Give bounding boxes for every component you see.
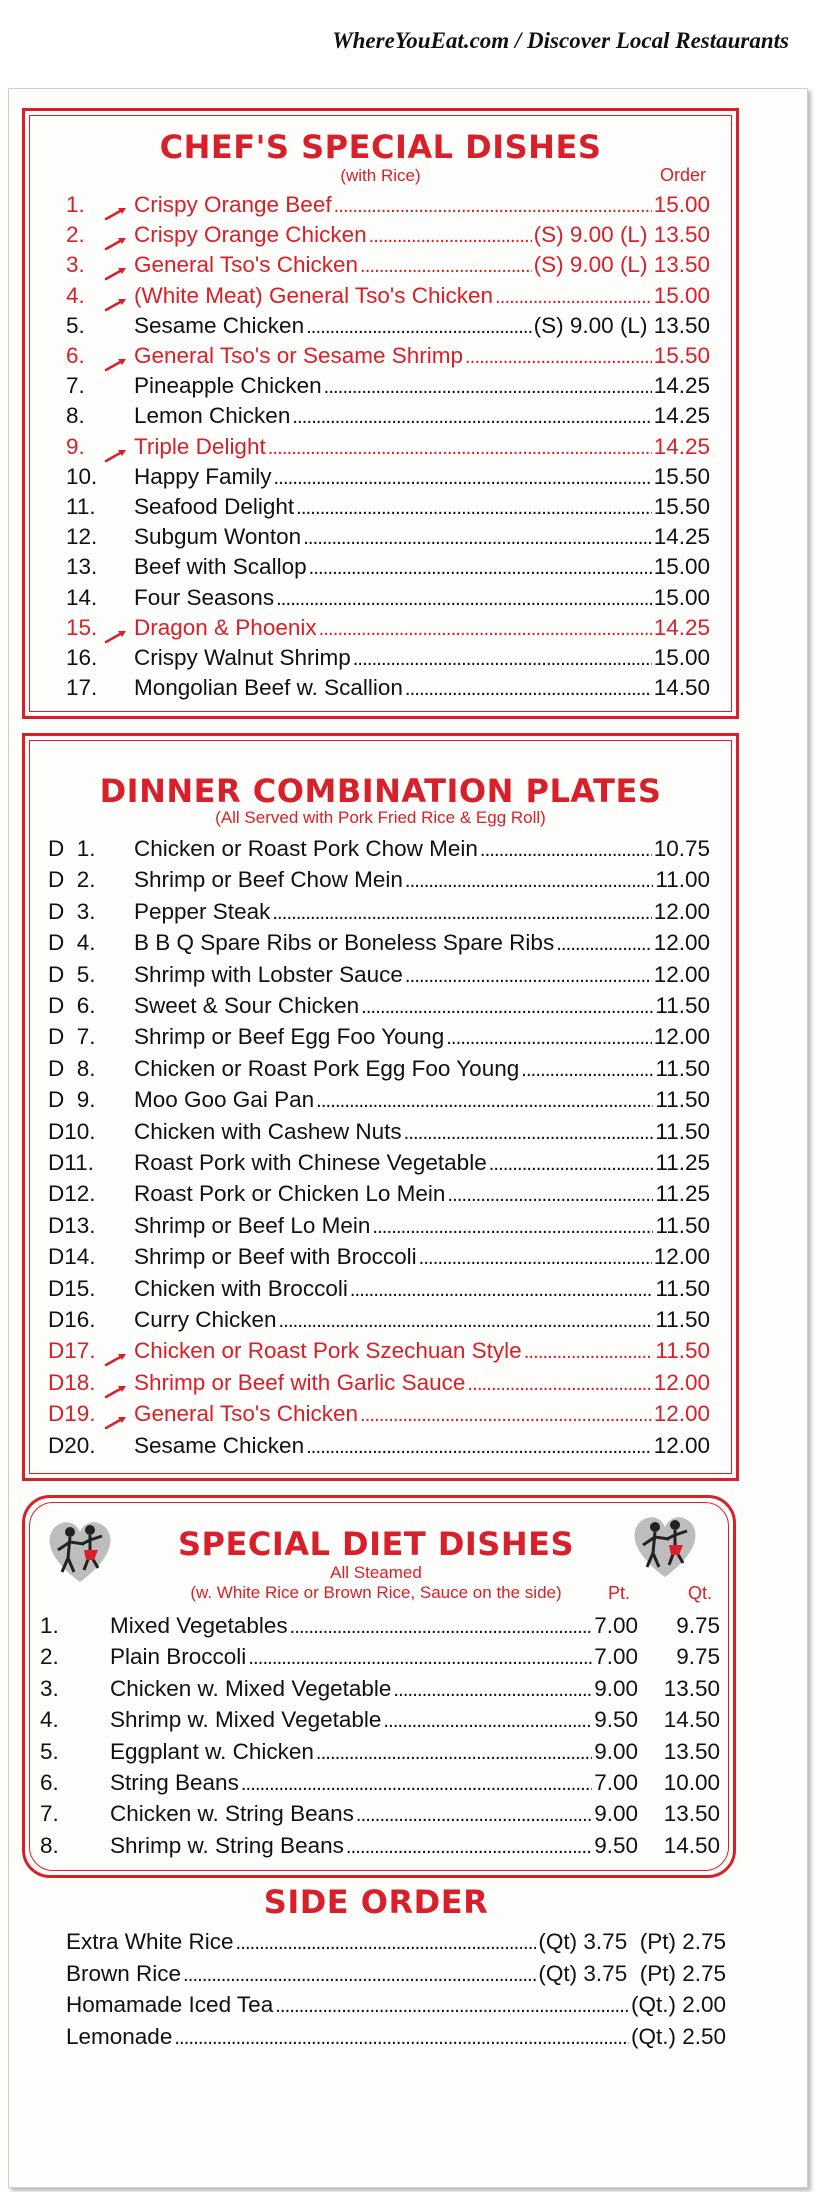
diet-item-row <box>40 1736 720 1769</box>
side-item-name: Brown Rice <box>66 1960 182 1986</box>
leader-dots <box>521 1053 653 1086</box>
chefs-item-name: Crispy Walnut Shrimp <box>134 645 351 670</box>
chefs-item-name: General Tso's Chicken <box>134 252 358 278</box>
diet-item-name: Shrimp w. String Beans <box>110 1832 344 1858</box>
dinner-item-row <box>48 1210 710 1243</box>
leader-dots <box>383 1704 592 1737</box>
top-banner <box>0 0 815 88</box>
diet-item-pint-price: 9.50 <box>594 1832 638 1858</box>
diet-item-quart-price: 13.50 <box>663 1801 720 1827</box>
leader-dots <box>309 551 652 584</box>
leader-dots <box>279 1304 654 1337</box>
chefs-item-name: Sesame Chicken <box>134 312 305 338</box>
dinner-item-row <box>48 1304 710 1337</box>
dinner-item-row <box>48 1053 710 1086</box>
diet-item-quart-price: 9.75 <box>676 1613 720 1638</box>
dinner-item-name: Pepper Steak <box>134 898 271 924</box>
leader-dots <box>393 1673 592 1706</box>
dinner-item-price: 11.50 <box>655 1118 710 1144</box>
leader-dots <box>465 340 652 373</box>
dinner-item-number: D20. <box>48 1432 96 1458</box>
chefs-item-number: 8. <box>66 403 85 429</box>
diet-item-row <box>40 1704 720 1737</box>
chefs-item-row <box>66 642 710 675</box>
side-order-title: SIDE ORDER <box>263 1883 489 1921</box>
order-label: Order <box>660 165 707 185</box>
chefs-item-number: 16. <box>66 645 98 670</box>
dinner-item-price: 11.50 <box>655 1338 710 1364</box>
pint-label: Pt. <box>608 1583 631 1603</box>
chefs-item-name: Triple Delight <box>134 433 266 459</box>
diet-item-row <box>40 1798 720 1831</box>
diet-item-number: 6. <box>40 1770 59 1795</box>
dinner-item-name: Shrimp or Beef Lo Mein <box>134 1212 371 1238</box>
chefs-item-number: 9. <box>66 433 85 459</box>
dinner-item-name: Shrimp or Beef Egg Foo Young <box>134 1024 445 1050</box>
leader-dots <box>405 864 654 897</box>
dinner-item-name: B B Q Spare Ribs or Boneless Spare Ribs <box>134 930 555 956</box>
dinner-item-price: 11.25 <box>655 1150 710 1175</box>
dinner-item-number: D13. <box>48 1212 96 1238</box>
dinner-item-row <box>48 1367 710 1400</box>
leader-dots <box>174 2021 629 2054</box>
chefs-item-number: 2. <box>66 222 85 248</box>
chefs-item-number: 15. <box>66 614 98 640</box>
leader-dots <box>292 400 651 433</box>
dinner-item-number: D17. <box>48 1338 96 1364</box>
side-item-row <box>66 1989 726 2022</box>
chefs-item-price: (S) 9.00 (L) 13.50 <box>533 222 710 248</box>
chefs-item-row <box>66 219 710 252</box>
dinner-item-number: D11. <box>48 1150 94 1175</box>
chefs-item-row <box>66 340 710 373</box>
diet-item-number: 1. <box>40 1613 59 1638</box>
chefs-item-price: 14.25 <box>653 433 710 459</box>
leader-dots <box>350 1273 654 1306</box>
dinner-item-number: D14. <box>48 1244 96 1270</box>
leader-dots <box>183 1958 536 1991</box>
leader-dots <box>372 1210 653 1243</box>
dinner-item-price: 11.50 <box>655 1212 710 1238</box>
diet-item-pint-price: 9.00 <box>594 1801 638 1827</box>
chefs-item-price: 14.25 <box>653 614 710 640</box>
dinner-item-row <box>48 864 710 897</box>
dinner-item-name: Sweet & Sour Chicken <box>134 993 360 1018</box>
dinner-item-name: Curry Chicken <box>134 1307 277 1332</box>
dinner-item-price: 12.00 <box>653 1369 710 1395</box>
chefs-item-row <box>66 672 710 705</box>
dinner-item-price: 12.00 <box>653 1024 710 1050</box>
quart-label: Qt. <box>688 1583 713 1603</box>
chefs-item-number: 13. <box>66 554 98 580</box>
diet-item-quart-price: 14.50 <box>663 1707 720 1733</box>
dinner-item-row <box>48 1335 710 1368</box>
diet-item-pint-price: 7.00 <box>594 1644 638 1670</box>
dinner-item-price: 12.00 <box>653 1401 710 1427</box>
chefs-item-price: 15.00 <box>653 192 710 217</box>
chili-pepper-icon <box>104 258 128 272</box>
dinner-item-number: D15. <box>48 1275 96 1301</box>
dinner-combination-subtitle: (All Served with Pork Fried Rice & Egg Roll) <box>215 808 546 827</box>
diet-item-number: 2. <box>40 1644 59 1670</box>
chefs-item-name: General Tso's or Sesame Shrimp <box>134 343 464 368</box>
chefs-item-row <box>66 551 710 584</box>
dinner-item-name: Sesame Chicken <box>134 1432 305 1458</box>
leader-dots <box>346 1830 592 1863</box>
leader-dots <box>369 219 532 252</box>
diet-item-number: 4. <box>40 1707 59 1733</box>
special-diet-subtitle-steamed: All Steamed <box>330 1563 422 1582</box>
dinner-item-price: 12.00 <box>653 1432 710 1458</box>
leader-dots <box>296 491 652 524</box>
chefs-item-number: 1. <box>66 192 85 217</box>
chefs-item-name: Seafood Delight <box>134 494 295 519</box>
dinner-item-price: 12.00 <box>653 1244 710 1270</box>
leader-dots <box>447 1178 653 1211</box>
dinner-item-price: 12.00 <box>653 961 710 987</box>
dinner-item-row <box>48 833 710 866</box>
dinner-item-number: D 7. <box>48 1024 96 1050</box>
dinner-item-number: D 5. <box>48 961 96 987</box>
diet-item-pint-price: 9.50 <box>594 1707 638 1733</box>
dinner-item-row <box>48 990 710 1023</box>
dinner-item-price: 12.00 <box>653 930 710 956</box>
side-item-price: (Qt.) 2.00 <box>630 1992 726 2018</box>
dinner-item-row <box>48 1084 710 1117</box>
diet-item-row <box>40 1830 720 1863</box>
dinner-item-row <box>48 927 710 960</box>
side-item-name: Lemonade <box>66 2023 173 2049</box>
dinner-item-number: D 4. <box>48 930 96 956</box>
dinner-item-price: 11.50 <box>655 1055 710 1081</box>
chili-pepper-icon <box>104 198 128 212</box>
diet-item-name: Chicken w. Mixed Vegetable <box>110 1675 392 1701</box>
leader-dots <box>556 927 651 960</box>
dinner-item-name: Shrimp with Lobster Sauce <box>134 961 403 987</box>
special-diet-subtitle-rice: (w. White Rice or Brown Rice, Sauce on the side) <box>190 1583 562 1602</box>
chefs-item-row <box>66 521 710 554</box>
side-item-price: (Qt) 3.75 (Pt) 2.75 <box>538 1929 726 1954</box>
chefs-item-name: (White Meat) General Tso's Chicken <box>134 282 494 308</box>
dinner-item-price: 11.25 <box>655 1181 710 1207</box>
diet-item-pint-price: 7.00 <box>594 1770 638 1795</box>
chefs-item-name: Crispy Orange Beef <box>134 192 332 217</box>
leader-dots <box>467 1367 651 1400</box>
dinner-item-number: D 2. <box>48 867 96 893</box>
leader-dots <box>480 833 652 866</box>
dinner-item-number: D 3. <box>48 898 96 924</box>
leader-dots <box>356 1798 592 1831</box>
dinner-item-name: Chicken or Roast Pork Szechuan Style <box>134 1338 522 1364</box>
chefs-item-name: Crispy Orange Chicken <box>134 222 367 248</box>
chefs-item-number: 10. <box>66 463 98 489</box>
chili-pepper-icon <box>104 289 128 303</box>
chefs-item-price: 15.50 <box>653 463 710 489</box>
chefs-item-price: 15.00 <box>653 282 710 308</box>
leader-dots <box>489 1147 654 1180</box>
dinner-item-row <box>48 959 710 992</box>
dinner-item-name: Chicken or Roast Pork Chow Mein <box>134 836 478 861</box>
dinner-item-name: Chicken or Roast Pork Egg Foo Young <box>134 1055 520 1081</box>
dinner-item-row <box>48 1021 710 1054</box>
chefs-item-number: 5. <box>66 312 85 338</box>
leader-dots <box>404 1116 654 1149</box>
side-item-row <box>66 1958 726 1991</box>
dinner-item-number: D12. <box>48 1181 96 1207</box>
dinner-item-row <box>48 896 710 929</box>
diet-item-name: Chicken w. String Beans <box>110 1801 354 1827</box>
chili-pepper-icon <box>104 1407 128 1421</box>
diet-item-name: Mixed Vegetables <box>110 1613 288 1638</box>
diet-item-pint-price: 9.00 <box>594 1675 638 1701</box>
dinner-item-price: 11.50 <box>655 1087 710 1113</box>
chefs-item-number: 11. <box>66 494 96 519</box>
dinner-item-price: 11.50 <box>655 1307 710 1332</box>
leader-dots <box>524 1335 654 1368</box>
leader-dots <box>360 249 532 282</box>
leader-dots <box>290 1610 593 1643</box>
leader-dots <box>360 1398 652 1431</box>
chefs-item-row <box>66 582 710 615</box>
dinner-item-number: D18. <box>48 1369 96 1395</box>
dinner-item-name: General Tso's Chicken <box>134 1401 358 1427</box>
chefs-item-name: Beef with Scallop <box>134 554 307 580</box>
chili-pepper-icon <box>104 621 128 635</box>
diet-item-row <box>40 1641 720 1674</box>
chefs-item-price: (S) 9.00 (L) 13.50 <box>533 312 710 338</box>
diet-item-number: 3. <box>40 1675 59 1701</box>
chefs-item-name: Lemon Chicken <box>134 403 291 429</box>
leader-dots <box>446 1021 651 1054</box>
diet-item-name: Plain Broccoli <box>110 1644 247 1670</box>
diet-item-number: 7. <box>40 1801 59 1827</box>
dinner-item-name: Shrimp or Beef Chow Mein <box>134 867 403 893</box>
dinner-item-number: D 8. <box>48 1055 96 1081</box>
dinner-item-name: Shrimp or Beef with Garlic Sauce <box>134 1369 466 1395</box>
dinner-item-row <box>48 1178 710 1211</box>
diet-item-row <box>40 1673 720 1706</box>
leader-dots <box>405 672 652 705</box>
dinner-item-row <box>48 1398 710 1431</box>
chefs-item-row <box>66 249 710 282</box>
leader-dots <box>268 431 652 464</box>
diet-item-quart-price: 13.50 <box>663 1675 720 1701</box>
chefs-item-number: 4. <box>66 282 85 308</box>
leader-dots <box>272 896 651 929</box>
chefs-item-price: 14.25 <box>653 403 710 429</box>
diet-item-name: Shrimp w. Mixed Vegetable <box>110 1707 382 1733</box>
chefs-item-name: Subgum Wonton <box>134 524 302 550</box>
leader-dots <box>361 990 653 1023</box>
chefs-item-row <box>66 370 710 403</box>
diet-item-quart-price: 9.75 <box>676 1644 720 1670</box>
leader-dots <box>306 1430 652 1463</box>
chili-pepper-icon <box>104 1344 128 1358</box>
dinner-combination-title: DINNER COMBINATION PLATES <box>99 772 662 810</box>
chefs-item-row <box>66 280 710 313</box>
leader-dots <box>353 642 652 675</box>
diet-item-pint-price: 7.00 <box>594 1613 638 1638</box>
chefs-item-row <box>66 310 710 343</box>
chefs-item-row <box>66 400 710 433</box>
chefs-item-name: Happy Family <box>134 463 272 489</box>
leader-dots <box>274 461 652 494</box>
chili-pepper-icon <box>104 228 128 242</box>
leader-dots <box>405 959 652 992</box>
leader-dots <box>334 189 652 222</box>
diet-item-quart-price: 14.50 <box>663 1832 720 1858</box>
chefs-special-title: CHEF'S SPECIAL DISHES <box>159 128 602 166</box>
dinner-item-name: Chicken with Broccoli <box>134 1275 348 1301</box>
leader-dots <box>275 1989 629 2022</box>
dinner-item-price: 11.50 <box>655 993 710 1018</box>
leader-dots <box>276 582 652 615</box>
chefs-item-price: 15.50 <box>653 343 710 368</box>
dinner-item-price: 11.50 <box>655 1275 710 1301</box>
side-item-row <box>66 1926 726 1959</box>
dinner-item-number: D 9. <box>48 1087 96 1113</box>
chefs-item-row <box>66 189 710 222</box>
chefs-item-row <box>66 461 710 494</box>
chefs-item-price: 15.00 <box>653 584 710 610</box>
leader-dots <box>316 1084 653 1117</box>
diet-item-name: String Beans <box>110 1770 239 1795</box>
diet-item-name: Eggplant w. Chicken <box>110 1738 314 1764</box>
dinner-item-price: 11.00 <box>655 867 710 893</box>
diet-item-quart-price: 10.00 <box>663 1770 720 1795</box>
chefs-item-row <box>66 431 710 464</box>
chefs-item-name: Four Seasons <box>134 584 275 610</box>
chili-pepper-icon <box>104 440 128 454</box>
dinner-item-number: D16. <box>48 1307 96 1332</box>
chefs-item-price: 15.00 <box>653 645 710 670</box>
leader-dots <box>324 370 652 403</box>
leader-dots <box>306 310 532 343</box>
chefs-item-price: 15.00 <box>653 554 710 580</box>
diet-item-quart-price: 13.50 <box>663 1738 720 1764</box>
chefs-item-row <box>66 612 710 645</box>
dinner-item-name: Roast Pork or Chicken Lo Mein <box>134 1181 446 1207</box>
leader-dots <box>236 1926 537 1959</box>
chefs-item-price: 14.25 <box>653 524 710 550</box>
chefs-item-price: (S) 9.00 (L) 13.50 <box>533 252 710 278</box>
diet-item-number: 8. <box>40 1832 59 1858</box>
site-header: WhereYouEat.com / Discover Local Restaurants <box>332 28 789 53</box>
dinner-item-price: 12.00 <box>653 898 710 924</box>
dinner-item-row <box>48 1147 710 1180</box>
dinner-item-number: D19. <box>48 1401 96 1427</box>
special-diet-title: SPECIAL DIET DISHES <box>177 1525 575 1563</box>
dinner-item-name: Moo Goo Gai Pan <box>134 1087 315 1113</box>
chefs-item-price: 14.50 <box>653 675 710 701</box>
diet-item-row <box>40 1610 720 1643</box>
chefs-item-number: 3. <box>66 252 85 278</box>
chefs-item-price: 15.50 <box>653 494 710 519</box>
leader-dots <box>316 1736 592 1769</box>
dinner-item-name: Chicken with Cashew Nuts <box>134 1118 402 1144</box>
chefs-item-number: 7. <box>66 373 85 399</box>
diet-item-number: 5. <box>40 1738 59 1764</box>
chefs-item-name: Pineapple Chicken <box>134 373 322 399</box>
dinner-item-row <box>48 1241 710 1274</box>
side-item-price: (Qt) 3.75 (Pt) 2.75 <box>538 1960 726 1986</box>
side-item-name: Extra White Rice <box>66 1929 234 1954</box>
chili-pepper-icon <box>104 1376 128 1390</box>
leader-dots <box>248 1641 592 1674</box>
dinner-item-name: Shrimp or Beef with Broccoli <box>134 1244 417 1270</box>
leader-dots <box>419 1241 652 1274</box>
chefs-item-number: 12. <box>66 524 98 550</box>
dinner-item-price: 10.75 <box>653 836 710 861</box>
dinner-item-row <box>48 1116 710 1149</box>
dinner-item-number: D 1. <box>48 836 96 861</box>
chefs-special-subtitle: (with Rice) <box>340 166 421 185</box>
leader-dots <box>303 521 651 554</box>
dinner-item-number: D 6. <box>48 993 96 1018</box>
leader-dots <box>319 612 652 645</box>
leader-dots <box>241 1767 592 1800</box>
side-item-name: Homamade Iced Tea <box>66 1992 274 2018</box>
chefs-item-row <box>66 491 710 524</box>
dinner-item-row <box>48 1273 710 1306</box>
dinner-item-name: Roast Pork with Chinese Vegetable <box>134 1150 487 1175</box>
leader-dots <box>495 280 652 313</box>
side-item-price: (Qt.) 2.50 <box>630 2023 726 2049</box>
dinner-item-row <box>48 1430 710 1463</box>
chefs-item-name: Mongolian Beef w. Scallion <box>134 675 403 701</box>
chefs-item-number: 17. <box>66 675 98 701</box>
diet-item-pint-price: 9.00 <box>594 1738 638 1764</box>
chili-pepper-icon <box>104 349 128 363</box>
chefs-item-number: 14. <box>66 584 98 610</box>
chefs-item-price: 14.25 <box>653 373 710 399</box>
side-item-row <box>66 2021 726 2054</box>
diet-item-row <box>40 1767 720 1800</box>
dinner-item-number: D10. <box>48 1118 96 1144</box>
chefs-item-number: 6. <box>66 343 85 368</box>
chefs-item-name: Dragon & Phoenix <box>134 614 317 640</box>
